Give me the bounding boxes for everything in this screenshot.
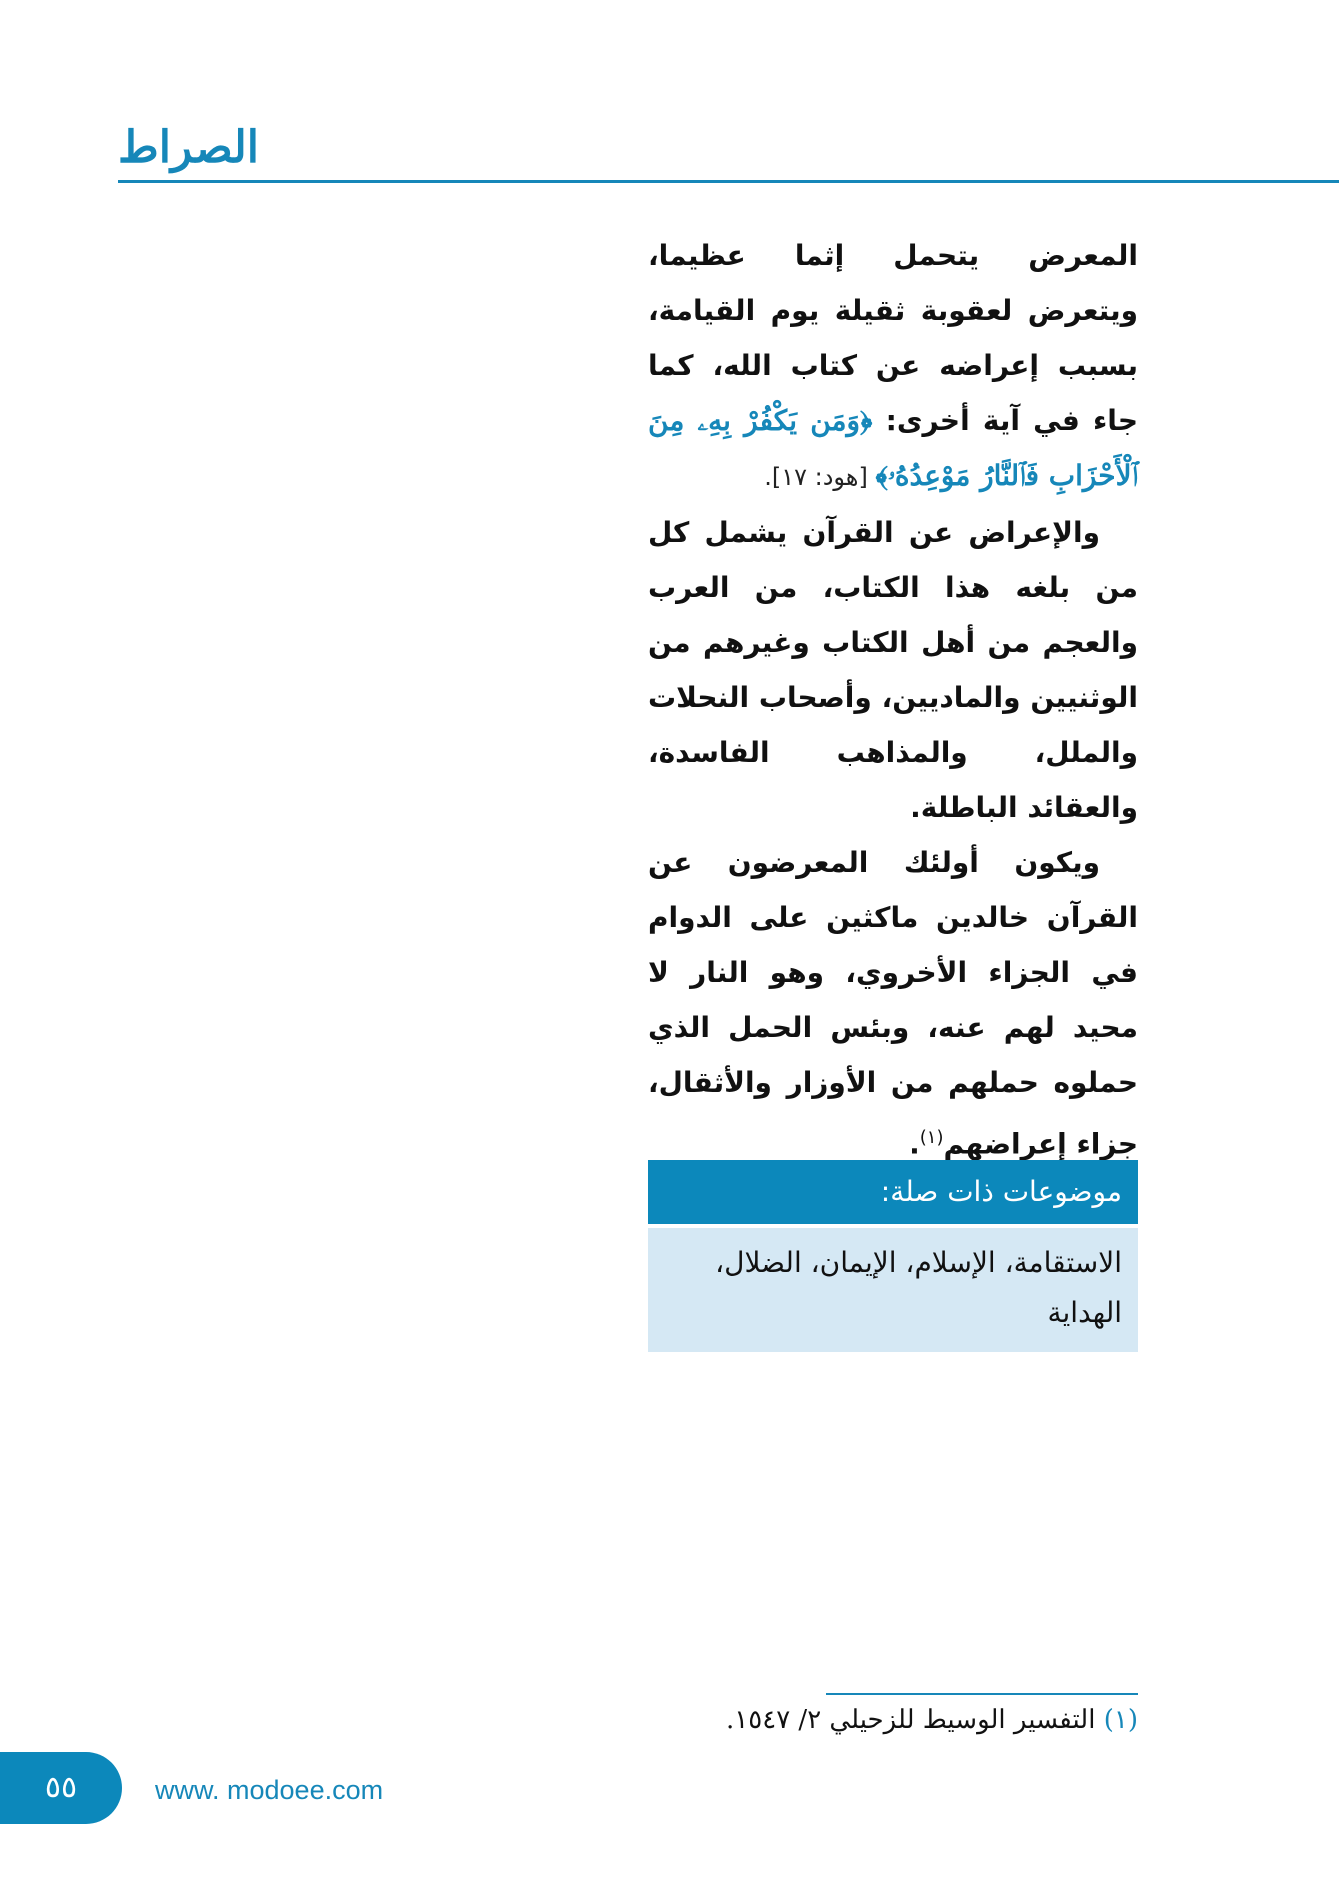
related-topics-list: الاستقامة، الإسلام، الإيمان، الضلال، الهداية bbox=[648, 1228, 1138, 1352]
header-rule bbox=[118, 180, 1339, 183]
quran-verse: ﴿وَمَن يَكْفُرْ بِهِۦ مِنَ ٱلْأَحْزَابِ فَٱلنَّارُ مَوْعِدُهُۥ﴾ bbox=[648, 404, 1138, 492]
main-column bbox=[648, 228, 1138, 1171]
paragraph-1-text: المعرض يتحمل إثما عظيما، ويتعرض لعقوبة ثقيلة يوم القيامة، بسبب إعراضه عن كتاب الله، كما جاء في آية أخرى: bbox=[648, 239, 1139, 437]
header-title: الصراط bbox=[118, 122, 259, 173]
related-topics-heading: موضوعات ذات صلة: bbox=[648, 1160, 1138, 1224]
footnote-rule bbox=[826, 1693, 1138, 1695]
website-link[interactable]: www. modoee.com bbox=[155, 1775, 384, 1805]
footnote-number: (١) bbox=[1103, 1705, 1138, 1735]
footnote-marker[interactable]: (١) bbox=[919, 1127, 944, 1148]
related-topics-box bbox=[648, 1160, 1138, 1352]
footnote-text: التفسير الوسيط للزحيلي ٢/ ١٥٤٧. bbox=[726, 1705, 1096, 1735]
footnote bbox=[648, 1700, 1138, 1740]
paragraph-1 bbox=[648, 228, 1138, 505]
paragraph-3-end: . bbox=[909, 1127, 920, 1161]
page-number: ٥٥ bbox=[0, 1752, 122, 1824]
paragraph-3 bbox=[648, 835, 1138, 1171]
paragraph-3-text: ويكون أولئك المعرضون عن القرآن خالدين ماكثين على الدوام في الجزاء الأخروي، وهو النار لا محيد لهم عنه، وبئس الحمل الذي حملوه حملهم من الأوزار والأثقال، جزاء إعراضهم bbox=[648, 846, 1138, 1161]
verse-reference: [هود: ١٧]. bbox=[764, 463, 876, 491]
paragraph-2: والإعراض عن القرآن يشمل كل من بلغه هذا الكتاب، من العرب والعجم من أهل الكتاب وغيرهم من الوثنيين والماديين، وأصحاب النحلات والملل، والمذاهب الفاسدة، والعقائد الباطلة. bbox=[648, 516, 1138, 824]
